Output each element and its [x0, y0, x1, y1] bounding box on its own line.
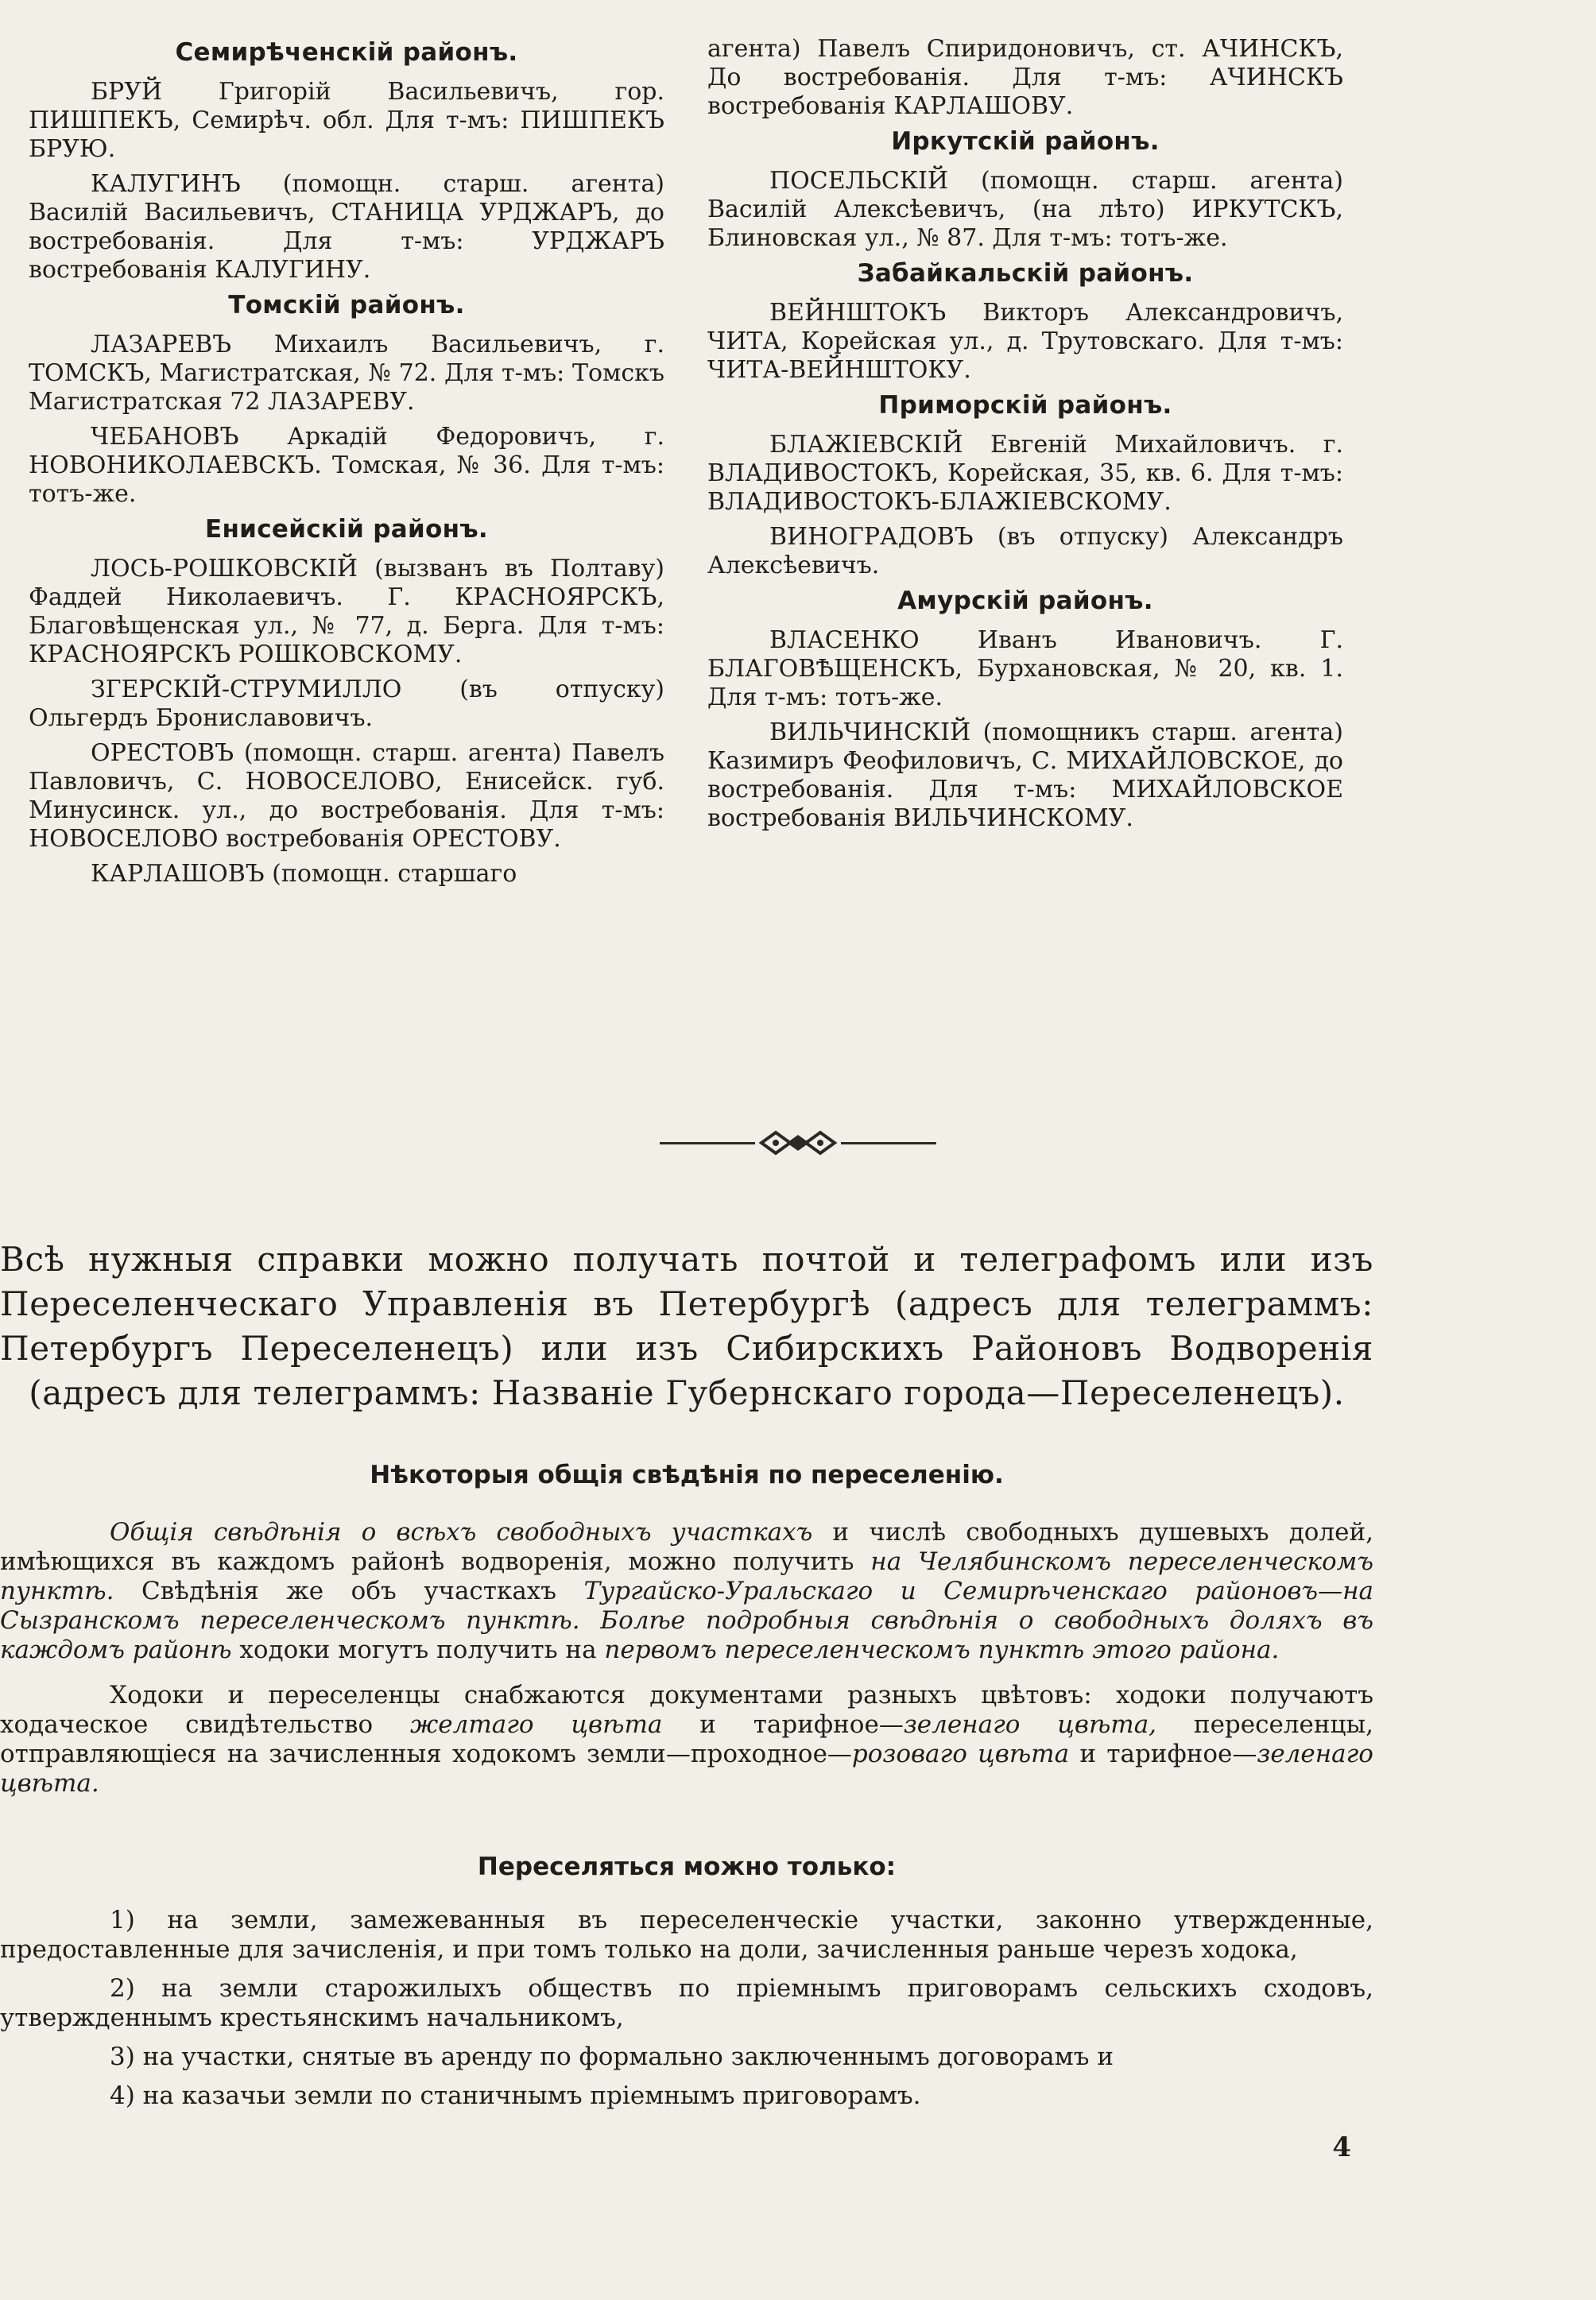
page-number: 4	[1332, 2132, 1351, 2163]
agent-entry: ВЛАСЕНКО Иванъ Ивановичъ. Г. БЛАГОВѢЩЕНСКЪ, Бурхановская, № 20, кв. 1. Для т-мъ: тотъ-же.	[707, 626, 1343, 711]
information-notice: Всѣ нужныя справки можно получать почтой и телеграфомъ или изъ Переселенческаго Управленія въ Петербургѣ (адресъ для телеграммъ: Петербургъ Переселенецъ) или изъ Сибирскихъ Районовъ Водворенія (адресъ для телеграммъ: Названіе Губернскаго города—Переселенецъ).	[0, 1240, 1373, 1412]
agent-entry: ЗГЕРСКІЙ-СТРУМИЛЛО (въ отпуску) Ольгердъ Брониславовичъ.	[29, 676, 664, 732]
general-info-heading: Нѣкоторыя общія свѣдѣнія по переселенію.	[370, 1461, 1004, 1489]
section-tomsky	[29, 291, 664, 509]
section-zabaikalsky	[707, 259, 1343, 385]
list-item: 3) на участки, снятые въ аренду по формально заключеннымъ договорамъ и	[110, 2043, 1114, 2071]
section-heading: Амурскій районъ.	[897, 587, 1153, 615]
ornamental-divider	[0, 1127, 1596, 1159]
right-column	[707, 35, 1343, 839]
text-run: ходоки могутъ получить на	[231, 1636, 605, 1664]
section-eniseysky	[29, 515, 664, 889]
general-paragraph	[0, 1518, 1373, 1665]
italic-run: первомъ переселенческомъ пунктѣ этого района.	[604, 1636, 1280, 1664]
agent-entry: КАЛУГИНЪ (помощн. старш. агента) Василій Васильевичъ, СТАНИЦА УРДЖАРЪ, до востребованія. Для т-мъ: УРДЖАРЪ востребованія КАЛУГИНУ.	[29, 170, 664, 284]
ornament-icon	[758, 1129, 838, 1156]
left-column	[29, 35, 664, 895]
resettlement-options-heading: Переселяться можно только:	[477, 1853, 897, 1881]
italic-run: розоваго цвѣта	[851, 1740, 1070, 1768]
agent-entry: ЧЕБАНОВЪ Аркадій Федоровичъ, г. НОВОНИКОЛАЕВСКЪ. Томская, № 36. Для т-мъ: тотъ-же.	[29, 423, 664, 508]
text-run: и тарифное—	[662, 1710, 904, 1739]
list-item: 1) на земли, замежеванныя въ переселенческіе участки, законно утвержденные, предоставленные для зачисленія, и при томъ только на доли, зачисленныя раньше черезъ ходока,	[0, 1906, 1373, 1964]
agent-entry: КАРЛАШОВЪ (помощн. старшаго	[91, 860, 517, 888]
section-primorsky	[707, 391, 1343, 580]
italic-run: зеленаго цвѣта.	[0, 1740, 1373, 1798]
italic-run: Тургайско-Уральскаго и Семирѣченскаго районовъ—на Сызранскомъ переселенческомъ пунктѣ. Болѣе подробныя свѣдѣнія о свободныхъ доляхъ въ каждомъ районѣ	[0, 1577, 1373, 1664]
italic-run: желтаго цвѣта	[410, 1710, 663, 1739]
italic-run: Общія свѣдѣнія о всѣхъ свободныхъ участкахъ	[110, 1518, 813, 1547]
list-item: 4) на казачьи земли по станичнымъ пріемнымъ приговорамъ.	[110, 2081, 921, 2110]
section-semirechensky	[29, 38, 664, 285]
agent-entry: ВИНОГРАДОВЪ (въ отпуску) Александръ Алексѣевичъ.	[707, 523, 1343, 579]
text-run: Свѣдѣнія же объ участкахъ	[114, 1577, 584, 1605]
text-run: Ходоки и переселенцы снабжаются документами разныхъ цвѣтовъ: ходоки получаютъ ходаческое свидѣтельство	[0, 1681, 1373, 1739]
section-heading: Приморскій районъ.	[878, 391, 1172, 420]
divider-line	[841, 1142, 936, 1144]
section-heading: Иркутскій районъ.	[891, 127, 1160, 156]
general-paragraph	[0, 1681, 1373, 1799]
list-item: 2) на земли старожилыхъ обществъ по пріемнымъ приговорамъ сельскихъ сходовъ, утвержденнымъ крестьянскимъ начальникомъ,	[0, 1974, 1373, 2032]
agent-entry-continuation: агента) Павелъ Спиридоновичъ, ст. АЧИНСКЪ, До востребованія. Для т-мъ: АЧИНСКЪ востребованія КАРЛАШОВУ.	[707, 35, 1343, 120]
section-heading: Томскій районъ.	[228, 291, 465, 319]
divider-line	[660, 1142, 755, 1144]
section-irkutsky	[707, 127, 1343, 253]
text-run: и тарифное—	[1069, 1740, 1257, 1768]
text-run: переселенцы, отправляющіеся на зачисленныя ходокомъ земли—проходное—	[0, 1710, 1373, 1768]
italic-run: зеленаго цвѣта,	[903, 1710, 1157, 1739]
section-heading: Забайкальскій районъ.	[857, 259, 1194, 288]
text-run: и числѣ свободныхъ душевыхъ долей, имѣющихся въ каждомъ районѣ водворенія, можно получить	[0, 1518, 1374, 1576]
agent-entry: ЛАЗАРЕВЪ Михаилъ Васильевичъ, г. ТОМСКЪ, Магистратская, № 72. Для т-мъ: Томскъ Магистратская 72 ЛАЗАРЕВУ.	[29, 331, 664, 416]
general-info	[0, 1518, 1373, 1814]
agent-entry: БЛАЖІЕВСКІЙ Евгеній Михайловичъ. г. ВЛАДИВОСТОКЪ, Корейская, 35, кв. 6. Для т-мъ: ВЛАДИВОСТОКЪ-БЛАЖІЕВСКОМУ.	[707, 431, 1343, 516]
section-amursky	[707, 587, 1343, 833]
agent-entry: ОРЕСТОВЪ (помощн. старш. агента) Павелъ Павловичъ, С. НОВОСЕЛОВО, Енисейск. губ. Минусинск. ул., до востребованія. Для т-мъ: НОВОСЕЛОВО востребованія ОРЕСТОВУ.	[29, 739, 664, 853]
agent-entry: ВЕЙНШТОКЪ Викторъ Александровичъ, ЧИТА, Корейская ул., д. Трутовскаго. Для т-мъ: ЧИТА-ВЕЙНШТОКУ.	[707, 299, 1343, 384]
agent-entry: ЛОСЬ-РОШКОВСКІЙ (вызванъ въ Полтаву) Фаддей Николаевичъ. Г. КРАСНОЯРСКЪ, Благовѣщенская ул., № 77, д. Берга. Для т-мъ: КРАСНОЯРСКЪ РОШКОВСКОМУ.	[29, 555, 664, 668]
agent-entry: ПОСЕЛЬСКІЙ (помощн. старш. агента) Василій Алексѣевичъ, (на лѣто) ИРКУТСКЪ, Блиновская ул., № 87. Для т-мъ: тотъ-же.	[707, 167, 1343, 252]
agent-entry: ВИЛЬЧИНСКІЙ (помощникъ старш. агента) Казимиръ Феофиловичъ, С. МИХАЙЛОВСКОЕ, до востребованія. Для т-мъ: МИХАЙЛОВСКОЕ востребованія ВИЛЬЧИНСКОМУ.	[707, 718, 1343, 832]
resettlement-options-list	[0, 1906, 1373, 2120]
section-heading: Енисейскій районъ.	[204, 515, 488, 544]
italic-run: на Челябинскомъ переселенческомъ пунктѣ.	[0, 1547, 1373, 1605]
agent-entry: БРУЙ Григорій Васильевичъ, гор. ПИШПЕКЪ, Семирѣч. обл. Для т-мъ: ПИШПЕКЪ БРУЮ.	[29, 78, 664, 163]
section-heading: Семирѣченскій районъ.	[175, 38, 518, 67]
